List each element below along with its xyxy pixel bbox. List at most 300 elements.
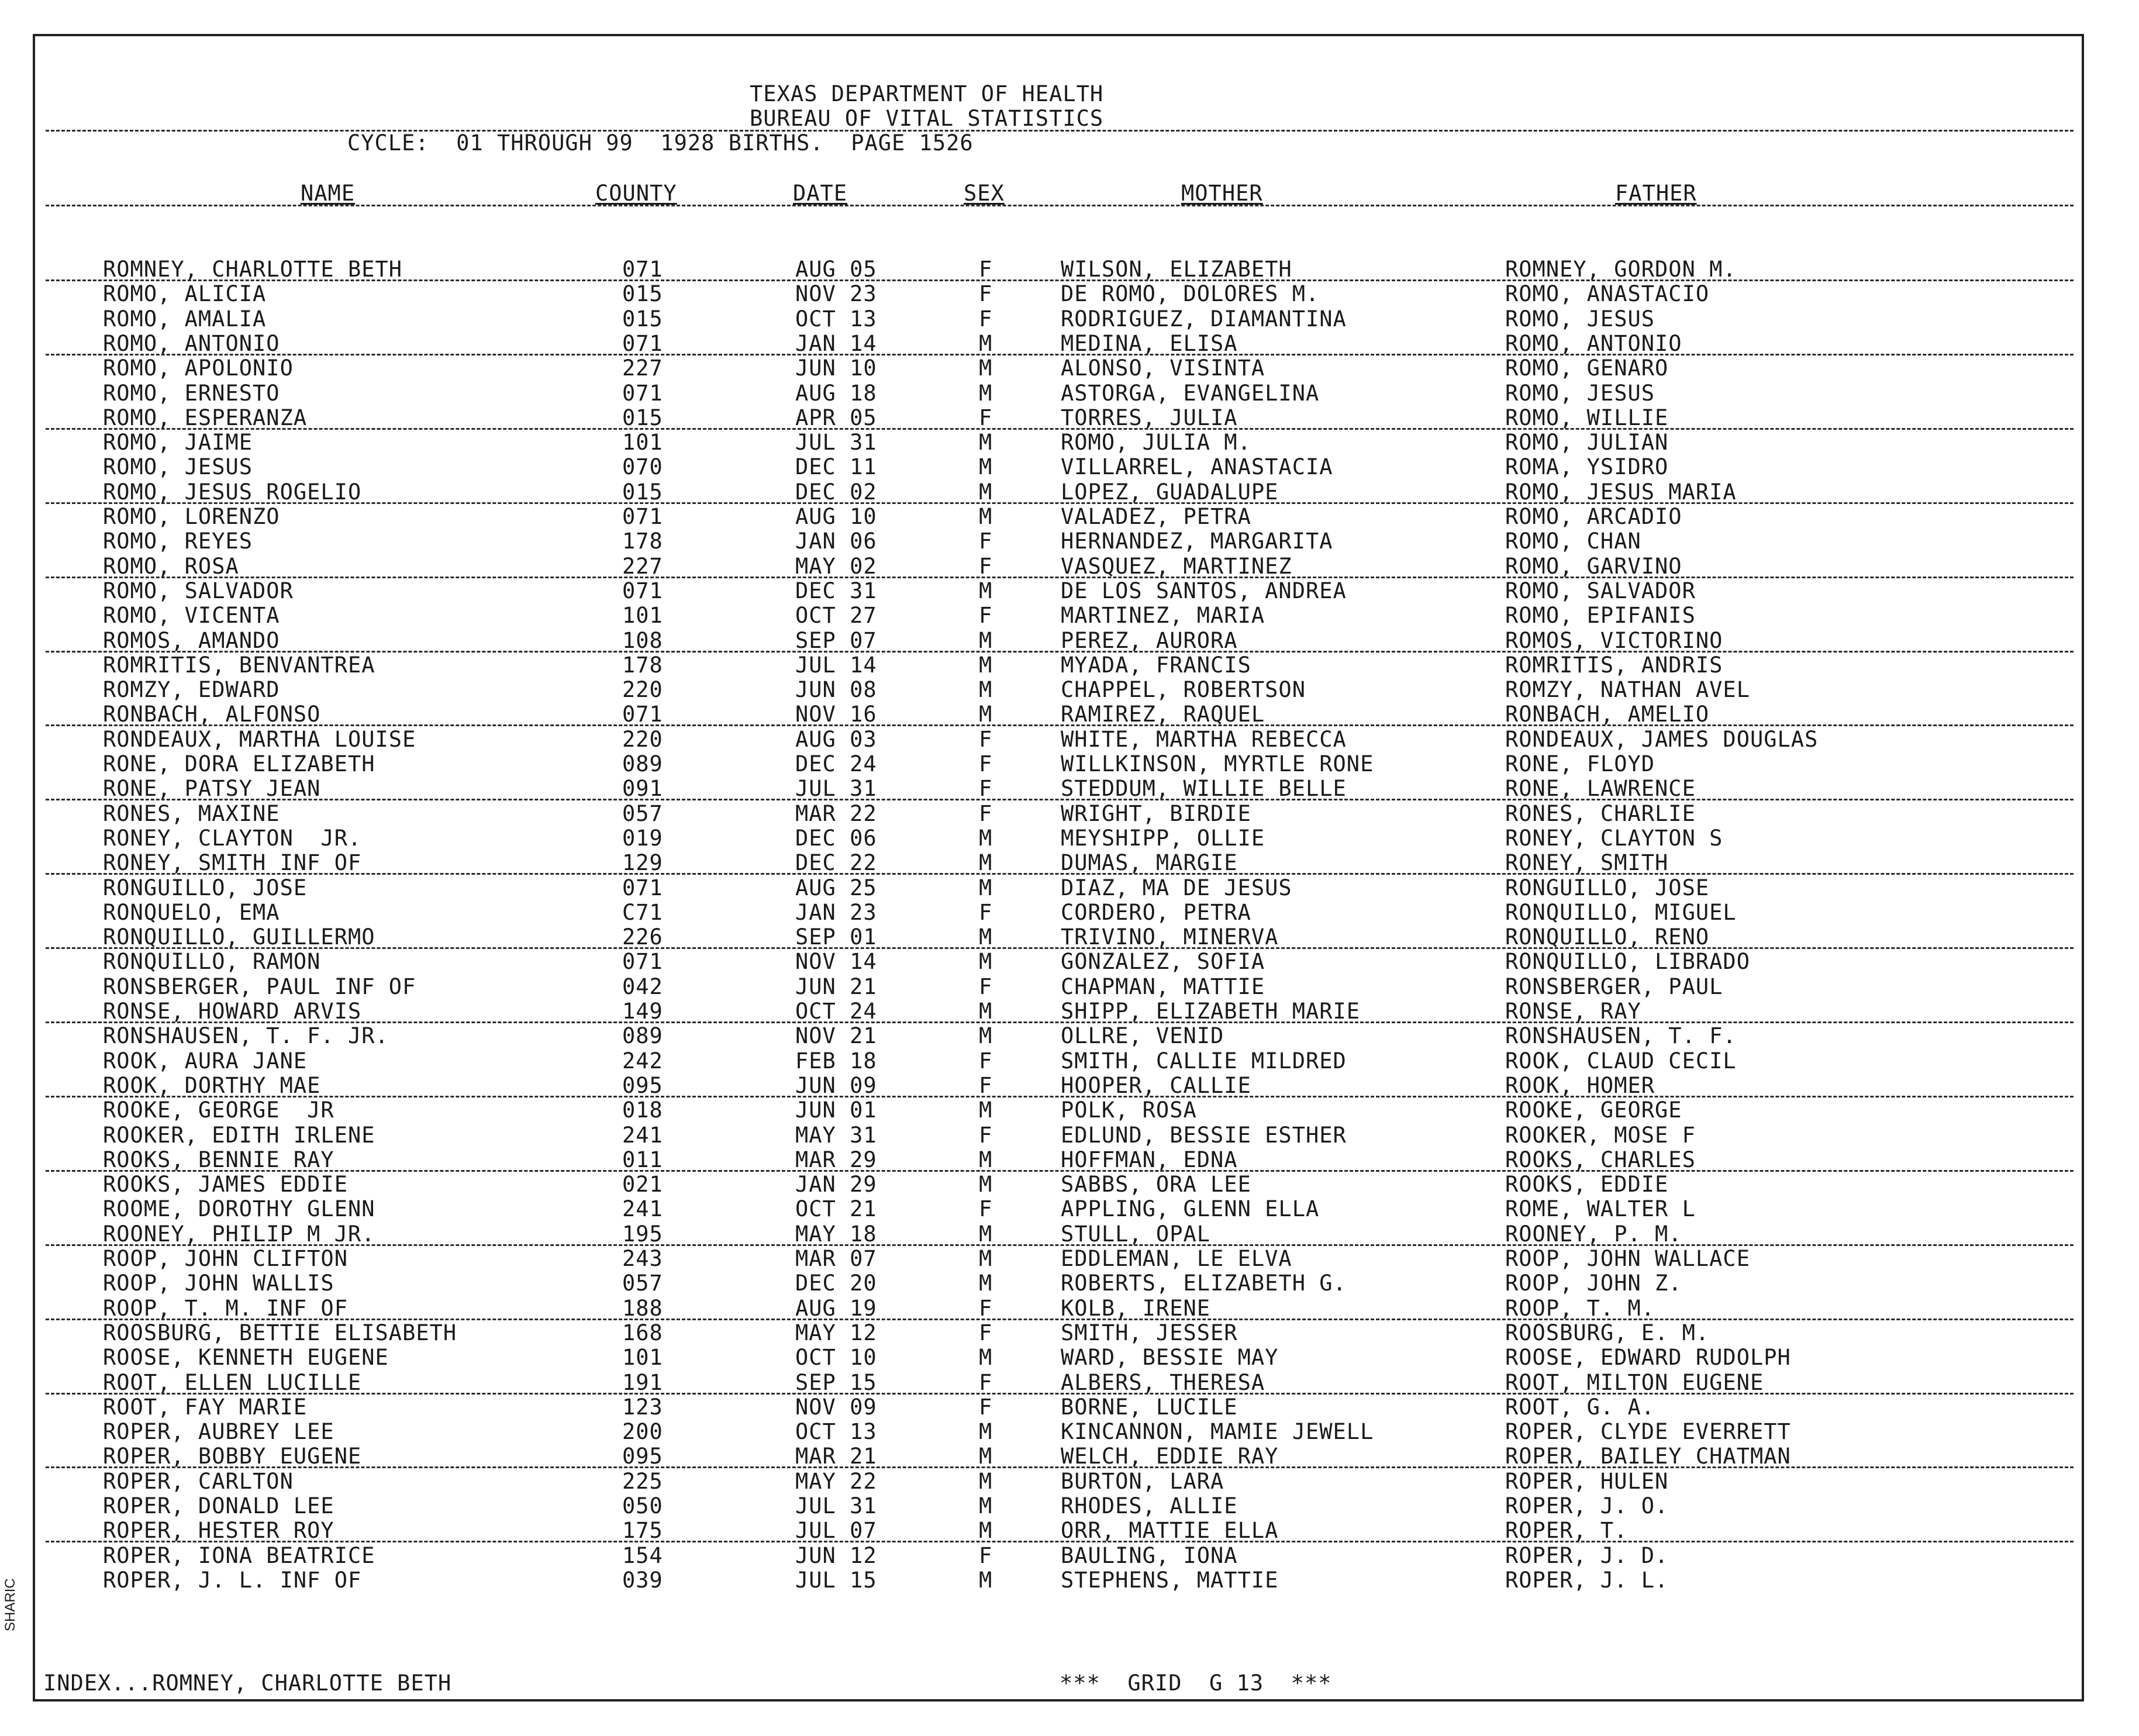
cell-father: RONEY, SMITH bbox=[1505, 850, 1669, 876]
cell-father: ROOP, JOHN Z. bbox=[1505, 1271, 1682, 1296]
table-row bbox=[35, 529, 2082, 554]
cell-county: 241 bbox=[622, 1122, 663, 1148]
cell-sex: F bbox=[979, 899, 993, 925]
cell-county: 227 bbox=[622, 553, 663, 579]
cell-mother: RODRIGUEZ, DIAMANTINA bbox=[1061, 306, 1347, 332]
cell-name: ROOT, FAY MARIE bbox=[103, 1394, 308, 1420]
cell-father: ROMO, SALVADOR bbox=[1505, 578, 1696, 603]
cell-sex: M bbox=[979, 479, 993, 505]
cell-county: 042 bbox=[622, 974, 663, 999]
table-row bbox=[35, 1544, 2082, 1568]
table-row bbox=[35, 1247, 2082, 1271]
cell-county: 175 bbox=[622, 1518, 663, 1544]
cell-sex: M bbox=[979, 924, 993, 950]
cell-mother: DUMAS, MARGIE bbox=[1061, 850, 1238, 876]
table-row bbox=[35, 678, 2082, 702]
cell-mother: TORRES, JULIA bbox=[1061, 405, 1238, 430]
cell-date: AUG 25 bbox=[795, 875, 877, 900]
cell-name: ROPER, CARLTON bbox=[103, 1468, 294, 1494]
table-row bbox=[35, 702, 2082, 727]
cell-county: 178 bbox=[622, 529, 663, 554]
cell-mother: WARD, BESSIE MAY bbox=[1061, 1345, 1279, 1371]
cell-father: RONDEAUX, JAMES DOUGLAS bbox=[1505, 726, 1819, 752]
cell-county: 101 bbox=[622, 430, 663, 455]
cell-sex: M bbox=[979, 356, 993, 381]
cell-sex: F bbox=[979, 726, 993, 752]
cell-father: ROOKS, EDDIE bbox=[1505, 1172, 1669, 1197]
cell-name: ROOT, ELLEN LUCILLE bbox=[103, 1369, 362, 1395]
row-rule bbox=[46, 873, 2074, 875]
cell-date: APR 05 bbox=[795, 405, 877, 430]
cell-mother: MEDINA, ELISA bbox=[1061, 330, 1238, 356]
cell-date: SEP 15 bbox=[795, 1369, 877, 1395]
cell-mother: DIAZ, MA DE JESUS bbox=[1061, 875, 1292, 900]
cell-date: OCT 24 bbox=[795, 999, 877, 1024]
cell-sex: F bbox=[979, 529, 993, 554]
column-header-county: COUNTY bbox=[595, 181, 677, 206]
cell-father: RONGUILLO, JOSE bbox=[1505, 875, 1710, 900]
cell-date: JUL 31 bbox=[795, 776, 877, 802]
index-footer: INDEX...ROMNEY, CHARLOTTE BETH bbox=[43, 1671, 452, 1696]
cell-sex: F bbox=[979, 603, 993, 629]
cell-sex: M bbox=[979, 1172, 993, 1197]
bureau-title: BUREAU OF VITAL STATISTICS bbox=[750, 106, 1104, 131]
cell-county: 154 bbox=[622, 1542, 663, 1568]
cell-father: ROMO, ANTONIO bbox=[1505, 330, 1682, 356]
table-row bbox=[35, 1074, 2082, 1098]
cell-mother: STULL, OPAL bbox=[1061, 1221, 1211, 1247]
cell-father: ROOP, T. M. bbox=[1505, 1295, 1655, 1321]
cell-date: OCT 21 bbox=[795, 1196, 877, 1222]
cell-mother: OLLRE, VENID bbox=[1061, 1023, 1224, 1049]
cell-father: ROMRITIS, ANDRIS bbox=[1505, 652, 1723, 678]
cell-name: ROONEY, PHILIP M JR. bbox=[103, 1221, 375, 1247]
cell-county: 071 bbox=[622, 578, 663, 603]
cell-mother: TRIVINO, MINERVA bbox=[1061, 924, 1279, 950]
cell-father: ROMO, JULIAN bbox=[1505, 430, 1669, 455]
row-rule bbox=[46, 428, 2074, 430]
cell-father: ROOP, JOHN WALLACE bbox=[1505, 1246, 1750, 1271]
column-header-mother: MOTHER bbox=[1181, 181, 1263, 206]
column-header-date: DATE bbox=[793, 181, 848, 206]
cell-father: ROPER, CLYDE EVERRETT bbox=[1505, 1419, 1791, 1445]
cell-mother: ASTORGA, EVANGELINA bbox=[1061, 380, 1320, 406]
cell-father: ROPER, J. D. bbox=[1505, 1542, 1669, 1568]
cell-county: 129 bbox=[622, 850, 663, 876]
table-row bbox=[35, 332, 2082, 356]
cell-father: ROMO, JESUS MARIA bbox=[1505, 479, 1737, 505]
cell-county: 018 bbox=[622, 1097, 663, 1123]
cell-mother: CHAPPEL, ROBERTSON bbox=[1061, 677, 1306, 703]
cell-county: 071 bbox=[622, 504, 663, 529]
cell-sex: M bbox=[979, 330, 993, 356]
cell-date: MAR 29 bbox=[795, 1147, 877, 1172]
table-row bbox=[35, 1197, 2082, 1221]
cell-name: ROPER, AUBREY LEE bbox=[103, 1419, 334, 1445]
cell-name: ROMO, JESUS bbox=[103, 454, 253, 480]
cell-date: MAY 02 bbox=[795, 553, 877, 579]
cell-name: ROOKE, GEORGE JR bbox=[103, 1097, 334, 1123]
table-row bbox=[35, 455, 2082, 479]
cell-sex: F bbox=[979, 1320, 993, 1345]
cell-sex: F bbox=[979, 306, 993, 332]
table-row bbox=[35, 406, 2082, 430]
table-row bbox=[35, 1420, 2082, 1444]
cell-date: MAY 12 bbox=[795, 1320, 877, 1345]
cell-name: RONSE, HOWARD ARVIS bbox=[103, 999, 362, 1024]
cell-father: ROONEY, P. M. bbox=[1505, 1221, 1682, 1247]
column-header-rule bbox=[46, 205, 2074, 206]
cell-name: ROOKS, BENNIE RAY bbox=[103, 1147, 334, 1172]
cell-date: OCT 10 bbox=[795, 1345, 877, 1371]
cell-father: RONES, CHARLIE bbox=[1505, 800, 1696, 826]
cell-date: JUL 31 bbox=[795, 430, 877, 455]
cell-date: AUG 10 bbox=[795, 504, 877, 529]
cell-sex: F bbox=[979, 281, 993, 307]
cell-name: ROMOS, AMANDO bbox=[103, 627, 280, 653]
table-row bbox=[35, 925, 2082, 950]
cell-date: JUN 10 bbox=[795, 356, 877, 381]
table-row bbox=[35, 1172, 2082, 1197]
cell-father: RONE, FLOYD bbox=[1505, 751, 1655, 776]
table-row bbox=[35, 851, 2082, 875]
cell-mother: WILLKINSON, MYRTLE RONE bbox=[1061, 751, 1374, 776]
cell-father: ROPER, J. O. bbox=[1505, 1493, 1669, 1518]
cell-sex: M bbox=[979, 1221, 993, 1247]
cell-sex: M bbox=[979, 1444, 993, 1469]
cell-county: 149 bbox=[622, 999, 663, 1024]
cell-sex: F bbox=[979, 1072, 993, 1098]
cell-name: ROPER, DONALD LEE bbox=[103, 1493, 334, 1518]
column-header-sex: SEX bbox=[964, 181, 1005, 206]
row-rule bbox=[46, 502, 2074, 504]
table-row bbox=[35, 1123, 2082, 1148]
row-rule bbox=[46, 1244, 2074, 1246]
cycle-line: CYCLE: 01 THROUGH 99 1928 BIRTHS. PAGE 1526 bbox=[347, 130, 974, 156]
cell-father: ROME, WALTER L bbox=[1505, 1196, 1696, 1222]
cell-father: ROOKS, CHARLES bbox=[1505, 1147, 1696, 1172]
cell-date: OCT 13 bbox=[795, 1419, 877, 1445]
cell-date: MAY 22 bbox=[795, 1468, 877, 1494]
cell-name: ROOP, JOHN WALLIS bbox=[103, 1271, 334, 1296]
cell-mother: SHIPP, ELIZABETH MARIE bbox=[1061, 999, 1361, 1024]
cell-sex: M bbox=[979, 825, 993, 851]
cell-name: RONES, MAXINE bbox=[103, 800, 280, 826]
cell-county: 039 bbox=[622, 1567, 663, 1593]
cell-county: 021 bbox=[622, 1172, 663, 1197]
cell-name: RONQUILLO, RAMON bbox=[103, 949, 321, 975]
cell-mother: BURTON, LARA bbox=[1061, 1468, 1224, 1494]
cell-sex: M bbox=[979, 1567, 993, 1593]
cell-mother: GONZALEZ, SOFIA bbox=[1061, 949, 1265, 975]
cell-mother: WHITE, MARTHA REBECCA bbox=[1061, 726, 1347, 752]
cell-date: JUL 07 bbox=[795, 1518, 877, 1544]
cell-mother: PEREZ, AURORA bbox=[1061, 627, 1238, 653]
cell-name: RONSBERGER, PAUL INF OF bbox=[103, 974, 416, 999]
cell-name: ROMO, JAIME bbox=[103, 430, 253, 455]
table-row bbox=[35, 381, 2082, 406]
cell-date: MAY 31 bbox=[795, 1122, 877, 1148]
cell-sex: M bbox=[979, 578, 993, 603]
table-row bbox=[35, 1345, 2082, 1370]
cell-sex: M bbox=[979, 627, 993, 653]
cell-mother: ROBERTS, ELIZABETH G. bbox=[1061, 1271, 1347, 1296]
cell-mother: MEYSHIPP, OLLIE bbox=[1061, 825, 1265, 851]
row-rule bbox=[46, 724, 2074, 726]
cell-mother: EDDLEMAN, LE ELVA bbox=[1061, 1246, 1292, 1271]
cell-county: 195 bbox=[622, 1221, 663, 1247]
row-rule bbox=[46, 354, 2074, 356]
cell-county: 015 bbox=[622, 281, 663, 307]
cell-date: JUL 15 bbox=[795, 1567, 877, 1593]
cell-sex: M bbox=[979, 1097, 993, 1123]
cell-name: ROOME, DOROTHY GLENN bbox=[103, 1196, 375, 1222]
cell-father: ROOSE, EDWARD RUDOLPH bbox=[1505, 1345, 1791, 1371]
department-title: TEXAS DEPARTMENT OF HEALTH bbox=[750, 81, 1104, 106]
cell-date: JUL 31 bbox=[795, 1493, 877, 1518]
cell-county: 188 bbox=[622, 1295, 663, 1321]
cell-county: 101 bbox=[622, 1345, 663, 1371]
cell-name: RONE, PATSY JEAN bbox=[103, 776, 321, 802]
table-row bbox=[35, 653, 2082, 678]
cell-name: RONEY, SMITH INF OF bbox=[103, 850, 362, 876]
table-row bbox=[35, 1296, 2082, 1321]
cell-name: RONEY, CLAYTON JR. bbox=[103, 825, 362, 851]
cell-father: ROOK, HOMER bbox=[1505, 1072, 1655, 1098]
cell-county: 123 bbox=[622, 1394, 663, 1420]
row-rule bbox=[46, 279, 2074, 281]
cell-date: JUL 14 bbox=[795, 652, 877, 678]
cell-father: ROPER, T. bbox=[1505, 1518, 1628, 1544]
row-rule bbox=[46, 1096, 2074, 1097]
cell-name: ROMZY, EDWARD bbox=[103, 677, 280, 703]
cell-sex: F bbox=[979, 1196, 993, 1222]
cell-mother: HOOPER, CALLIE bbox=[1061, 1072, 1251, 1098]
table-row bbox=[35, 727, 2082, 752]
table-row bbox=[35, 1444, 2082, 1469]
row-rule bbox=[46, 1393, 2074, 1395]
row-rule bbox=[46, 1541, 2074, 1542]
cell-date: MAR 07 bbox=[795, 1246, 877, 1271]
cell-sex: M bbox=[979, 999, 993, 1024]
cell-name: RONSHAUSEN, T. F. JR. bbox=[103, 1023, 389, 1049]
cell-name: ROPER, BOBBY EUGENE bbox=[103, 1444, 362, 1469]
cell-mother: HERNANDEZ, MARGARITA bbox=[1061, 529, 1333, 554]
cell-sex: M bbox=[979, 1246, 993, 1271]
row-rule bbox=[46, 1466, 2074, 1468]
cell-name: ROPER, HESTER ROY bbox=[103, 1518, 334, 1544]
cell-date: NOV 16 bbox=[795, 702, 877, 727]
cell-name: ROMO, ANTONIO bbox=[103, 330, 280, 356]
cell-county: 225 bbox=[622, 1468, 663, 1494]
cell-county: 057 bbox=[622, 1271, 663, 1296]
cell-mother: LOPEZ, GUADALUPE bbox=[1061, 479, 1279, 505]
table-row bbox=[35, 1098, 2082, 1123]
cell-county: 242 bbox=[622, 1048, 663, 1074]
cell-sex: F bbox=[979, 776, 993, 802]
cell-sex: M bbox=[979, 454, 993, 480]
cell-mother: BORNE, LUCILE bbox=[1061, 1394, 1238, 1420]
row-rule bbox=[46, 1170, 2074, 1172]
table-row bbox=[35, 752, 2082, 776]
cell-father: ROOSBURG, E. M. bbox=[1505, 1320, 1710, 1345]
table-row bbox=[35, 554, 2082, 579]
cell-mother: RAMIREZ, RAQUEL bbox=[1061, 702, 1265, 727]
cell-date: AUG 18 bbox=[795, 380, 877, 406]
cell-name: RONE, DORA ELIZABETH bbox=[103, 751, 375, 776]
table-row bbox=[35, 776, 2082, 801]
table-row bbox=[35, 505, 2082, 529]
column-header-name: NAME bbox=[301, 181, 356, 206]
cell-sex: F bbox=[979, 974, 993, 999]
cell-name: ROMO, LORENZO bbox=[103, 504, 280, 529]
cell-county: 011 bbox=[622, 1147, 663, 1172]
table-row bbox=[35, 257, 2082, 282]
cell-sex: F bbox=[979, 1122, 993, 1148]
cell-sex: M bbox=[979, 430, 993, 455]
cell-county: 108 bbox=[622, 627, 663, 653]
cell-date: DEC 31 bbox=[795, 578, 877, 603]
cell-county: 226 bbox=[622, 924, 663, 950]
cell-father: ROMZY, NATHAN AVEL bbox=[1505, 677, 1750, 703]
cell-county: 057 bbox=[622, 800, 663, 826]
cell-date: JAN 23 bbox=[795, 899, 877, 925]
cell-sex: F bbox=[979, 1542, 993, 1568]
cell-mother: KOLB, IRENE bbox=[1061, 1295, 1211, 1321]
cell-father: RONEY, CLAYTON S bbox=[1505, 825, 1723, 851]
index-page bbox=[33, 34, 2084, 1702]
cell-county: C71 bbox=[622, 899, 663, 925]
table-row bbox=[35, 603, 2082, 628]
cell-name: ROOK, AURA JANE bbox=[103, 1048, 308, 1074]
cell-sex: F bbox=[979, 1394, 993, 1420]
side-label: SHARIC bbox=[2, 1578, 18, 1631]
table-row bbox=[35, 629, 2082, 653]
cell-father: ROMO, GENARO bbox=[1505, 356, 1669, 381]
cell-date: MAR 21 bbox=[795, 1444, 877, 1469]
cell-father: ROPER, BAILEY CHATMAN bbox=[1505, 1444, 1791, 1469]
cell-sex: F bbox=[979, 800, 993, 826]
cell-county: 015 bbox=[622, 405, 663, 430]
cell-county: 220 bbox=[622, 677, 663, 703]
cell-date: JAN 06 bbox=[795, 529, 877, 554]
cell-county: 241 bbox=[622, 1196, 663, 1222]
cell-date: SEP 07 bbox=[795, 627, 877, 653]
table-row bbox=[35, 876, 2082, 900]
cell-mother: APPLING, GLENN ELLA bbox=[1061, 1196, 1320, 1222]
cell-sex: M bbox=[979, 1345, 993, 1371]
cell-father: ROOT, G. A. bbox=[1505, 1394, 1655, 1420]
table-row bbox=[35, 950, 2082, 974]
cell-father: ROMO, WILLIE bbox=[1505, 405, 1669, 430]
cell-name: RONBACH, ALFONSO bbox=[103, 702, 321, 727]
cell-name: ROOKER, EDITH IRLENE bbox=[103, 1122, 375, 1148]
table-row bbox=[35, 579, 2082, 603]
cell-father: ROPER, J. L. bbox=[1505, 1567, 1669, 1593]
cell-county: 071 bbox=[622, 330, 663, 356]
cell-father: RONSE, RAY bbox=[1505, 999, 1641, 1024]
cell-name: ROMO, AMALIA bbox=[103, 306, 267, 332]
cell-name: ROMO, SALVADOR bbox=[103, 578, 294, 603]
cell-father: RONBACH, AMELIO bbox=[1505, 702, 1710, 727]
cell-sex: F bbox=[979, 553, 993, 579]
cell-name: RONDEAUX, MARTHA LOUISE bbox=[103, 726, 416, 752]
cell-sex: M bbox=[979, 1271, 993, 1296]
cell-name: ROOKS, JAMES EDDIE bbox=[103, 1172, 348, 1197]
cell-father: ROOKE, GEORGE bbox=[1505, 1097, 1682, 1123]
cell-sex: M bbox=[979, 1419, 993, 1445]
cell-mother: VASQUEZ, MARTINEZ bbox=[1061, 553, 1292, 579]
cell-sex: F bbox=[979, 1369, 993, 1395]
table-row bbox=[35, 802, 2082, 826]
cell-father: ROMOS, VICTORINO bbox=[1505, 627, 1723, 653]
cell-mother: ROMO, JULIA M. bbox=[1061, 430, 1251, 455]
cell-mother: DE ROMO, DOLORES M. bbox=[1061, 281, 1320, 307]
cell-mother: SMITH, JESSER bbox=[1061, 1320, 1238, 1345]
cell-father: ROMO, ARCADIO bbox=[1505, 504, 1682, 529]
table-row bbox=[35, 356, 2082, 381]
cell-county: 220 bbox=[622, 726, 663, 752]
cell-name: ROMNEY, CHARLOTTE BETH bbox=[103, 257, 403, 282]
cell-date: OCT 13 bbox=[795, 306, 877, 332]
cell-father: ROMA, YSIDRO bbox=[1505, 454, 1669, 480]
cell-county: 071 bbox=[622, 702, 663, 727]
table-row bbox=[35, 1494, 2082, 1518]
cell-father: RONSBERGER, PAUL bbox=[1505, 974, 1723, 999]
cell-mother: EDLUND, BESSIE ESTHER bbox=[1061, 1122, 1347, 1148]
table-row bbox=[35, 430, 2082, 455]
cell-mother: BAULING, IONA bbox=[1061, 1542, 1238, 1568]
cell-mother: MYADA, FRANCIS bbox=[1061, 652, 1251, 678]
cell-county: 070 bbox=[622, 454, 663, 480]
cell-county: 050 bbox=[622, 1493, 663, 1518]
table-row bbox=[35, 826, 2082, 851]
cell-date: NOV 23 bbox=[795, 281, 877, 307]
cell-sex: F bbox=[979, 751, 993, 776]
cell-county: 071 bbox=[622, 257, 663, 282]
table-row bbox=[35, 1321, 2082, 1345]
cell-county: 071 bbox=[622, 949, 663, 975]
cell-mother: RHODES, ALLIE bbox=[1061, 1493, 1238, 1518]
cell-date: JUN 12 bbox=[795, 1542, 877, 1568]
cell-date: DEC 22 bbox=[795, 850, 877, 876]
cell-sex: M bbox=[979, 380, 993, 406]
cell-county: 091 bbox=[622, 776, 663, 802]
cell-mother: MARTINEZ, MARIA bbox=[1061, 603, 1265, 629]
cell-father: ROOKER, MOSE F bbox=[1505, 1122, 1696, 1148]
cell-father: RONQUILLO, MIGUEL bbox=[1505, 899, 1737, 925]
cell-mother: STEDDUM, WILLIE BELLE bbox=[1061, 776, 1347, 802]
cell-mother: SABBS, ORA LEE bbox=[1061, 1172, 1251, 1197]
cell-sex: M bbox=[979, 504, 993, 529]
row-rule bbox=[46, 799, 2074, 800]
cell-name: RONQUILLO, GUILLERMO bbox=[103, 924, 375, 950]
cell-county: 095 bbox=[622, 1072, 663, 1098]
cell-sex: M bbox=[979, 652, 993, 678]
cell-sex: M bbox=[979, 702, 993, 727]
cell-sex: F bbox=[979, 405, 993, 430]
cell-date: JUN 21 bbox=[795, 974, 877, 999]
cell-name: ROPER, IONA BEATRICE bbox=[103, 1542, 375, 1568]
table-row bbox=[35, 1049, 2082, 1074]
cell-county: 071 bbox=[622, 380, 663, 406]
table-row bbox=[35, 1568, 2082, 1593]
cell-mother: HOFFMAN, EDNA bbox=[1061, 1147, 1238, 1172]
cell-county: 191 bbox=[622, 1369, 663, 1395]
cell-county: 071 bbox=[622, 875, 663, 900]
table-row bbox=[35, 1518, 2082, 1543]
cell-name: ROOSBURG, BETTIE ELISABETH bbox=[103, 1320, 457, 1345]
